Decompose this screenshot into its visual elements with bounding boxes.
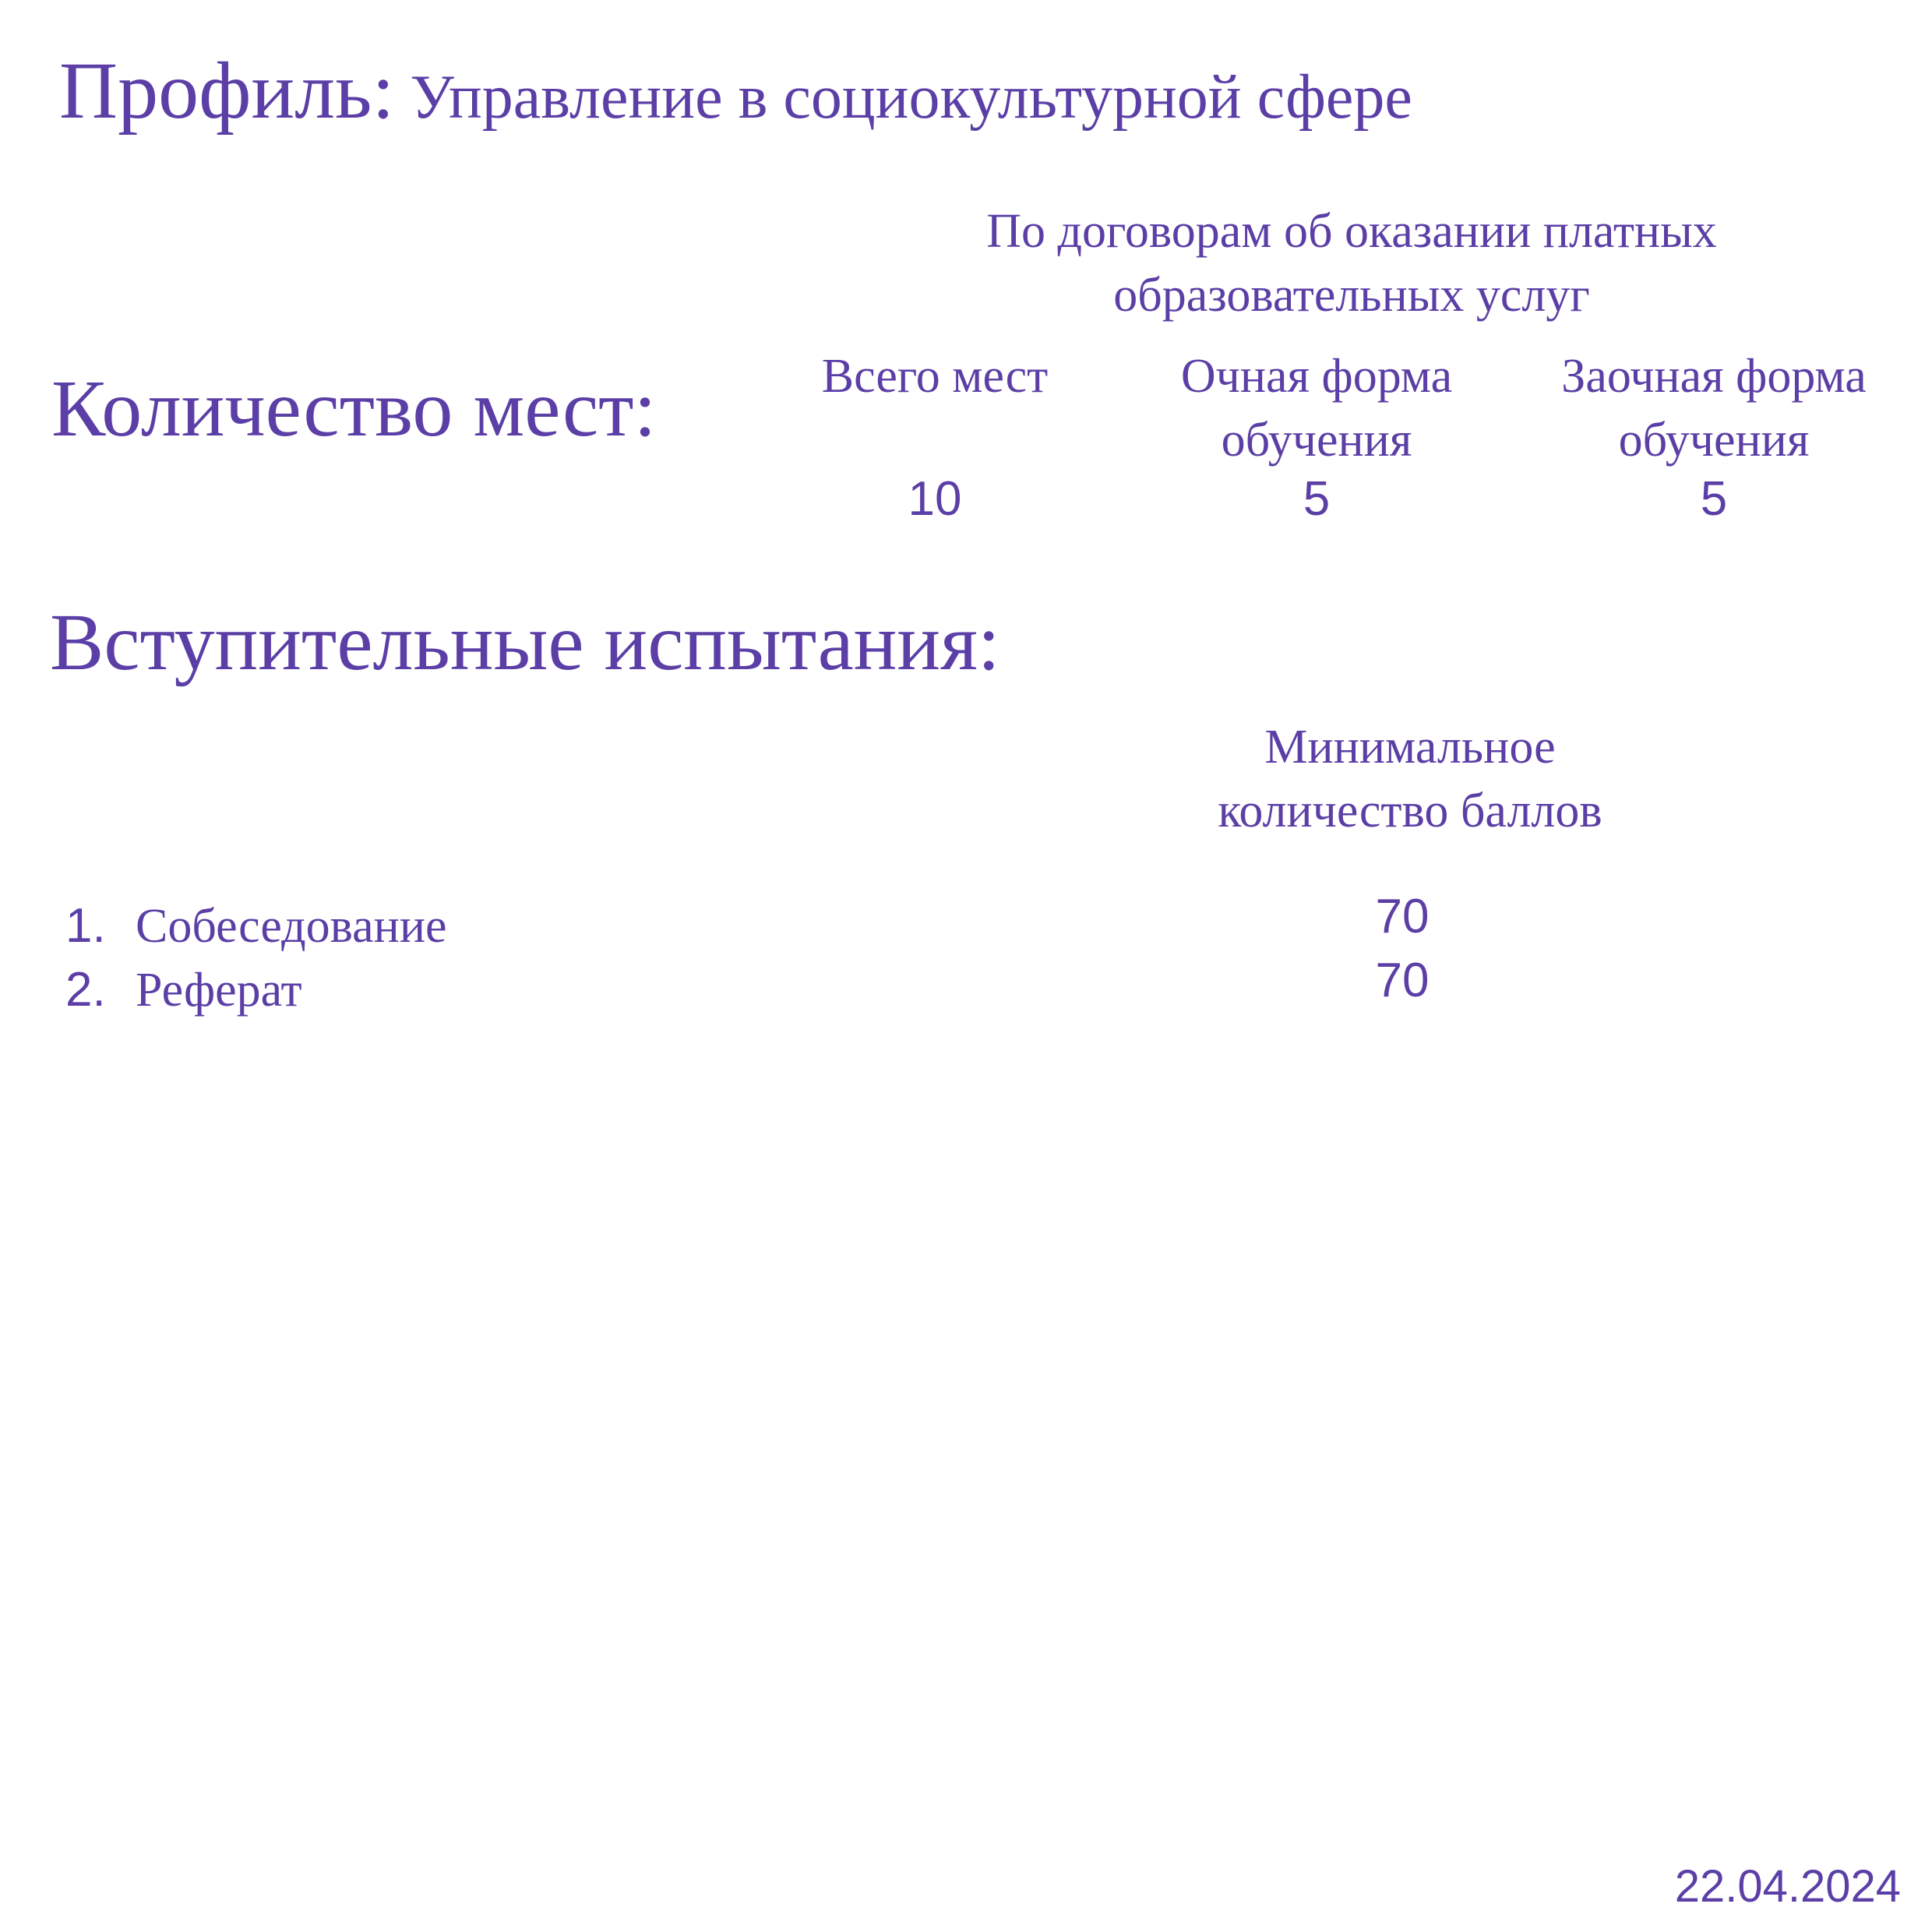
column-header-fulltime: Очная форма обучения	[1180, 350, 1453, 467]
exam-list	[65, 894, 447, 1022]
column-header-total: Всего мест	[821, 350, 1049, 403]
seats-parttime-value: 5	[1700, 472, 1728, 526]
min-score-header: Минимальное количество баллов	[1218, 721, 1602, 837]
seats-total-value: 10	[908, 472, 962, 526]
list-item	[65, 894, 447, 958]
list-item	[65, 958, 447, 1022]
exam-name: Собеседование	[136, 900, 447, 953]
profile-value: Управление в социокультурной сфере	[394, 63, 1412, 132]
profile-line	[59, 47, 1412, 136]
contract-header: По договорам об оказании платных образовательных услуг	[986, 205, 1717, 322]
seats-heading: Количество мест:	[51, 364, 657, 453]
exam-number: 2.	[65, 963, 106, 1017]
exams-heading: Вступительные испытания:	[50, 598, 1000, 687]
profile-label: Профиль:	[59, 46, 395, 136]
min-score-value: 70	[1375, 890, 1430, 943]
exam-name: Реферат	[136, 964, 302, 1017]
exam-number: 1.	[65, 899, 106, 953]
min-score-value: 70	[1375, 954, 1430, 1007]
column-header-parttime: Заочная форма обучения	[1561, 350, 1867, 467]
footer-date: 22.04.2024	[1674, 1861, 1901, 1912]
min-score-column	[1324, 885, 1480, 1013]
seats-fulltime-value: 5	[1303, 472, 1331, 526]
